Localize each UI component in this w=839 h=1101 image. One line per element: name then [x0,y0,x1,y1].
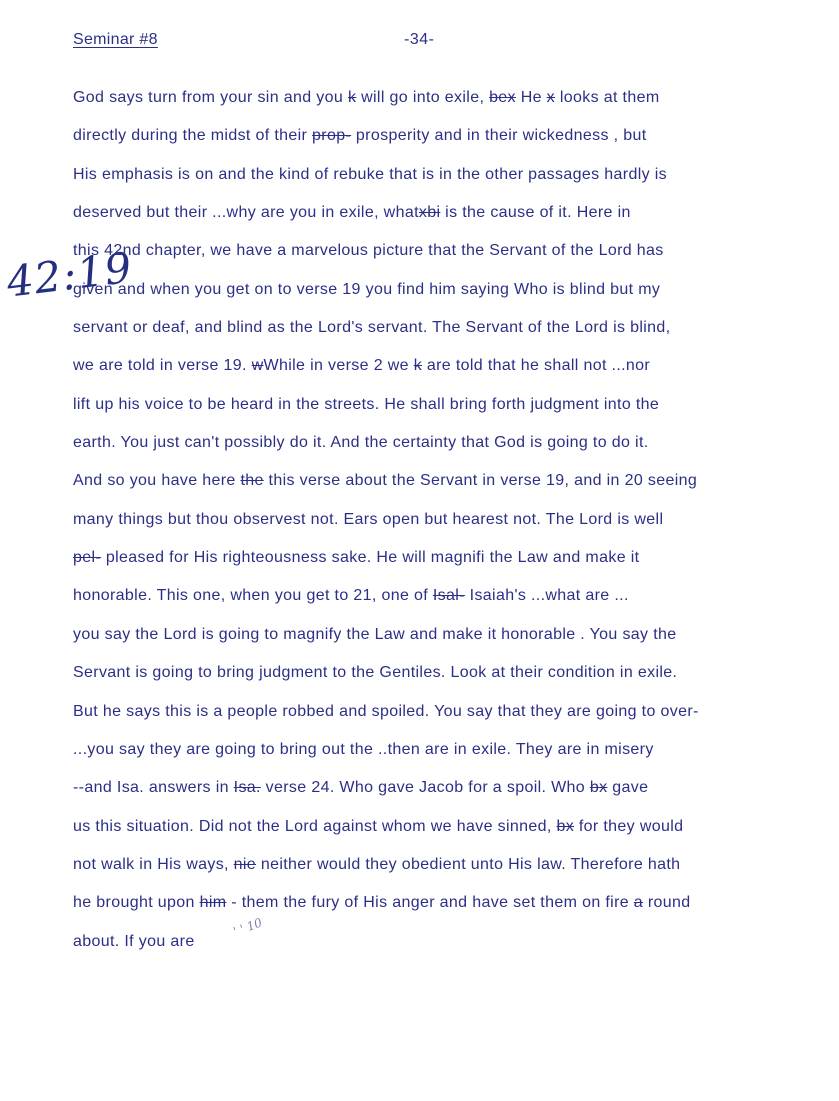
text-run: for they would [574,817,684,835]
text-line [73,203,699,241]
struck-text: w [251,357,264,375]
text-run: His emphasis is on and the kind of rebuke that is in the other passages hardly is [73,165,667,183]
text-run: directly during the midst of their [73,127,313,145]
text-run: about. If you are [73,932,195,950]
text-run: pleased for His righteousness sake. He will magnifi the Law and make it [101,549,640,567]
text-line [73,778,699,816]
struck-text: pel- [73,549,102,567]
struck-text: bex [489,89,516,106]
text-run: He [515,89,547,106]
text-line [73,510,699,548]
text-line [73,740,699,778]
text-run: round [643,894,691,912]
text-line [73,433,699,471]
text-line [73,586,699,624]
text-run: given and when you get on to verse 19 you find him saying Who is blind but my [73,280,661,298]
struck-text: bx [556,817,575,835]
text-run: deserved but their ...why are you in exile, what [73,204,419,222]
text-run: And so you have here [73,472,241,490]
text-line [73,395,699,433]
text-run: While in verse 2 we [263,357,414,375]
struck-text: k [413,357,423,375]
text-line [73,625,699,663]
text-run: will go into exile, [356,89,490,106]
struck-text: him [199,894,227,912]
struck-text: x [546,89,556,106]
text-run: honorable. This one, when you get to 21, one of [73,587,433,605]
text-run: But he says this is a people robbed and spoiled. You say that they are going to over- [73,702,699,720]
text-run: servant or deaf, and blind as the Lord's servant. The Servant of the Lord is blind, [73,319,671,337]
text-line [73,817,699,855]
text-line [73,471,699,509]
struck-text: xbi [418,204,441,222]
text-line [73,893,699,931]
text-line [73,548,699,586]
text-run: --and Isa. answers in [73,779,234,797]
struck-text: prop- [312,127,352,145]
text-run: he brought upon [73,894,200,912]
text-run: Servant is going to bring judgment to the Gentiles. Look at their condition in exile. [73,664,678,682]
text-run: Isaiah's ...what are ... [464,587,629,605]
text-run: verse 24. Who gave Jacob for a spoil. Who [260,779,590,797]
struck-text: a [633,894,644,912]
text-line [73,280,699,318]
text-run: prosperity and in their wickedness , but [351,127,647,145]
text-line [73,356,699,394]
transcript-body [73,88,699,970]
text-run: this 42nd chapter, we have a marvelous picture that the Servant of the Lord has [73,242,664,260]
text-run: - them the fury of His anger and have set them on fire [226,894,634,912]
text-run: many things but thou observest not. Ears open but hearest not. The Lord is well [73,510,664,528]
text-line [73,932,699,970]
text-run: looks at them [555,89,660,106]
text-run: are told that he shall not ...nor [422,357,651,375]
page-number: -34- [404,31,435,48]
text-run: lift up his voice to be heard in the streets. He shall bring forth judgment into the [73,395,660,413]
text-run: you say the Lord is going to magnify the Law and make it honorable . You say the [73,625,677,643]
struck-text: the [240,472,264,490]
handwritten-verse-note: 42:19 [4,242,136,307]
text-line [73,663,699,701]
text-line [73,318,699,356]
text-run: is the cause of it. Here in [440,204,631,222]
text-run: God says turn from your sin and you [73,89,348,106]
struck-text: k [347,89,357,106]
text-run: ...you say they are going to bring out the ..then are in exile. They are in misery [73,740,654,758]
text-run: not walk in His ways, [73,855,234,873]
text-run: this verse about the Servant in verse 19, and in 20 seeing [263,472,698,490]
text-run: we are told in verse 19. [73,357,252,375]
text-line [73,88,699,126]
text-line [73,165,699,203]
text-run: neither would they obedient unto His law. Therefore hath [256,855,681,873]
text-line [73,241,699,279]
struck-text: Isa. [233,779,261,797]
running-head: Seminar #8 [73,31,158,48]
text-run: earth. You just can't possibly do it. And the certainty that God is going to do it. [73,434,649,452]
struck-text: bx [589,779,608,797]
text-run: gave [607,779,649,797]
struck-text: nie [233,855,257,873]
text-line [73,855,699,893]
handwritten-tick-mark: ' ' 10 [231,915,265,939]
text-line [73,126,699,164]
text-run: us this situation. Did not the Lord against whom we have sinned, [73,817,557,835]
text-line [73,702,699,740]
struck-text: Isal- [432,587,465,605]
